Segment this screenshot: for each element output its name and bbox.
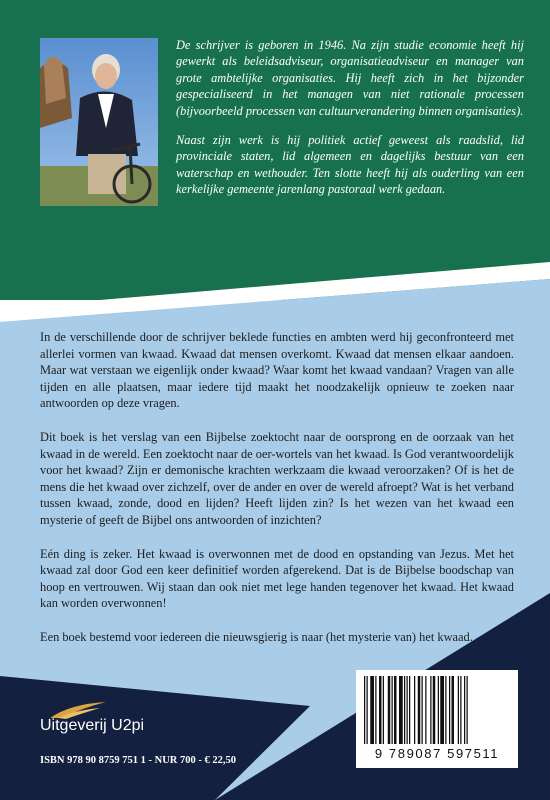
author-bio — [176, 37, 524, 211]
book-description — [40, 329, 514, 663]
publisher-logo — [40, 700, 210, 740]
bio-paragraph: De schrijver is geboren in 1946. Na zijn studie economie heeft hij gewerkt als beleidsadviseur, organisatieadviseur en manager van grote ambtelijke organisaties. Hij heeft zich in het bijzonder gespecialiseerd in het managen van niet rationale processen (bijvoorbeeld processen van cultuurverandering binnen organisaties). — [176, 38, 524, 118]
barcode-bar — [383, 676, 384, 744]
author-photo — [40, 38, 158, 206]
barcode-bar — [399, 676, 403, 744]
barcode-bar — [438, 676, 439, 744]
barcode-bar — [422, 676, 423, 744]
barcode-bar — [445, 676, 446, 744]
barcode-bar — [407, 676, 408, 744]
barcode-bar — [379, 676, 382, 744]
description-paragraph: Een boek bestemd voor iedereen die nieuwsgierig is naar (het mysterie van) het kwaad. — [40, 629, 473, 644]
barcode-bar — [440, 676, 444, 744]
barcode-bar — [464, 676, 465, 744]
barcode-bar — [392, 676, 393, 744]
barcode-bar — [433, 676, 436, 744]
barcode-bar — [452, 676, 455, 744]
barcode-bars — [362, 676, 512, 746]
barcode-bar — [409, 676, 410, 744]
description-paragraph: Eén ding is zeker. Het kwaad is overwonnen met de dood en opstanding van Jezus. Met het kwaad zal door God een keer definitief worden afgerekend. Dat is de Bijbelse boodschap van hoop en vertrouwen. Wij staan dan ook niet met lege handen tegenover het kwaad. Het kwaad kan worden overwonnen! — [40, 546, 514, 611]
bio-paragraph: Naast zijn werk is hij politiek actief geweest als raadslid, lid provinciale staten, lid algemeen en dagelijks bestuur van een waterschap en wethouder. Ten slotte heeft hij als ouderling van een kerkelijke gemeente jarenlang pastoraal werk gedaan. — [176, 133, 524, 197]
barcode-bar — [364, 676, 365, 744]
barcode-bar — [458, 676, 459, 744]
barcode-bar — [404, 676, 405, 744]
barcode-bar — [430, 676, 431, 744]
barcode-bar — [460, 676, 461, 744]
barcode-bar — [449, 676, 450, 744]
barcode-bar — [394, 676, 397, 744]
barcode-bar — [375, 676, 376, 744]
barcode-bar — [467, 676, 468, 744]
publisher-name: Uitgeverij U2pi — [40, 717, 145, 734]
description-paragraph: In de verschillende door de schrijver beklede functies en ambten werd hij geconfronteerd met allerlei vormen van kwaad. Kwaad dat mensen overkomt. Kwaad dat mensen elkaar aandoen. Maar wat verstaan we eigenlijk onder kwaad? Waar komt het kwaad vandaan? Vragen van alle tijden en alle plaatsen, maar iedere tijd maakt het noodzakelijk opnieuw te zoeken naar antwoorden op deze vragen. — [40, 330, 514, 411]
barcode — [356, 670, 518, 768]
barcode-number: 9 789087 597511 — [374, 746, 500, 761]
barcode-bar — [425, 676, 426, 744]
barcode-bar — [367, 676, 368, 744]
isbn-line: ISBN 978 90 8759 751 1 - NUR 700 - € 22,50 — [40, 755, 237, 766]
description-paragraph: Dit boek is het verslag van een Bijbelse zoektocht naar de oorsprong en de oorzaak van het kwaad in de wereld. Een zoektocht naar de oer-wortels van het kwaad. Is God verantwoordelijk voor het kwaad? Zijn er demonische krachten werkzaam die kwaad veroorzaken? Of is het de mens die het kwaad over zichzelf, over de ander en over de wereld afroept? Wat is het verband tussen kwaad, zonde, dood en lijden? Heeft lijden zin? Is het wezen van het kwaad een mysterie of geeft de Bijbel ons antwoorden of inzichten? — [40, 429, 514, 527]
barcode-bar — [414, 676, 415, 744]
barcode-bar — [388, 676, 391, 744]
barcode-bar — [418, 676, 421, 744]
barcode-bar — [370, 676, 374, 744]
